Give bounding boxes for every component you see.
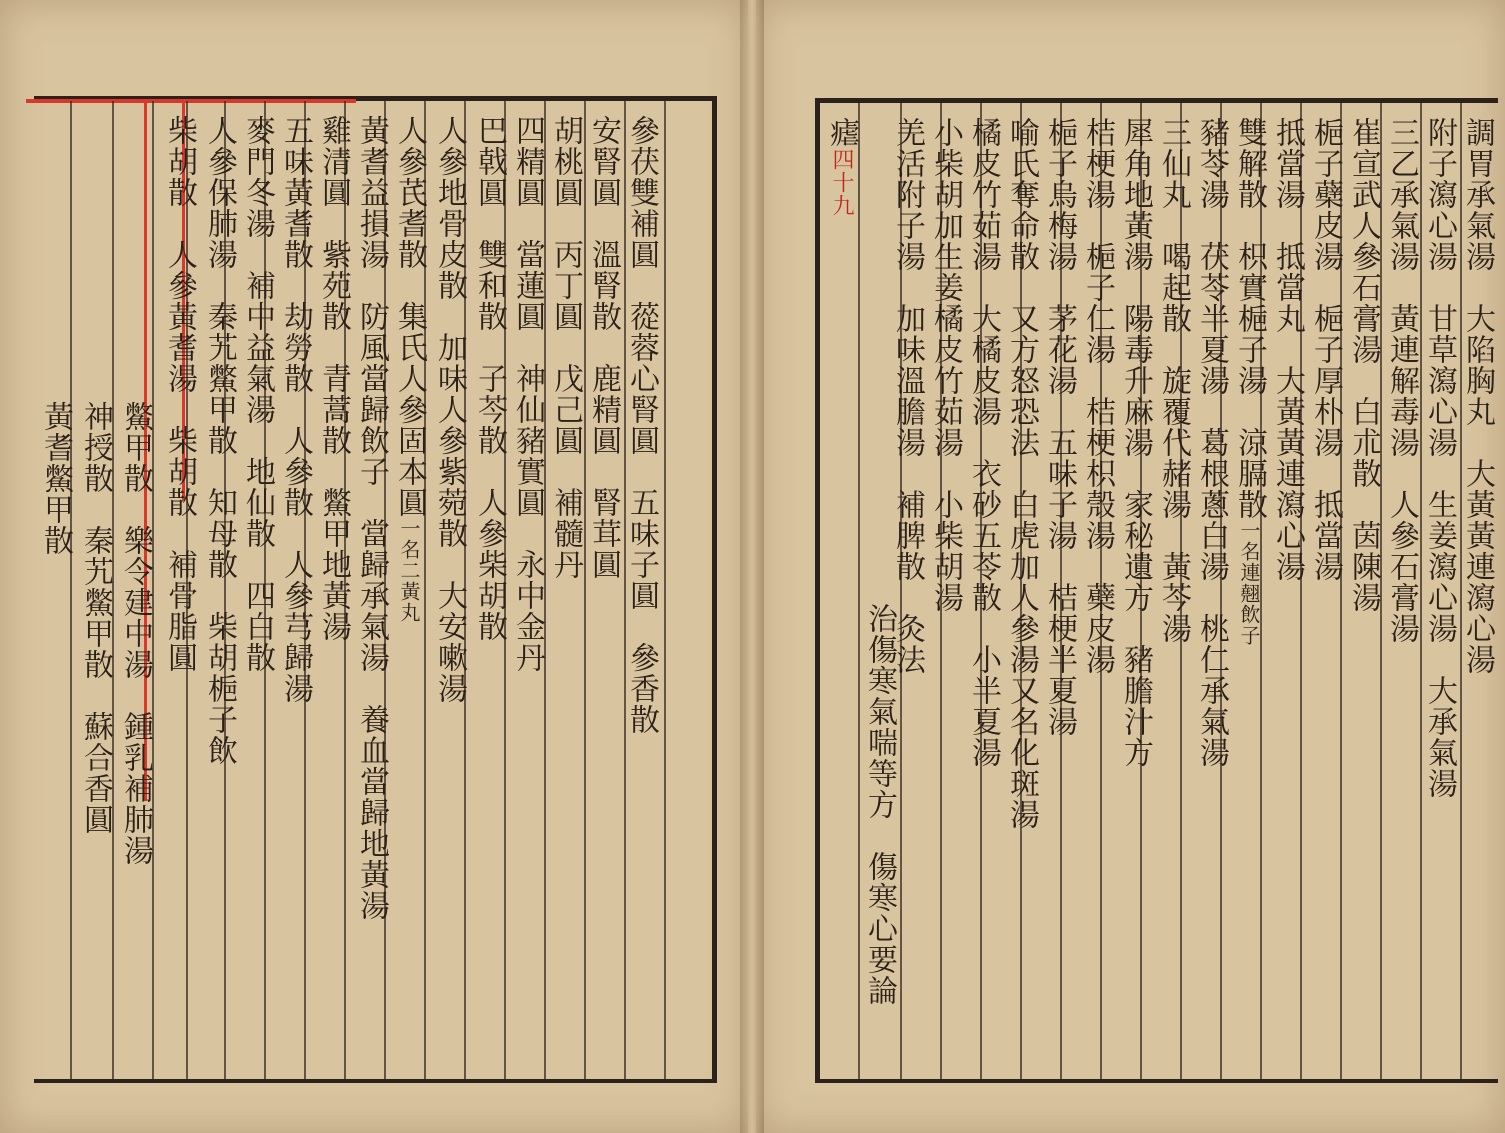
entry: 劫勞散 <box>278 301 313 394</box>
entry: 小柴胡加生姜橘皮竹茹湯 <box>928 117 963 458</box>
text-column <box>1384 117 1418 644</box>
text-column <box>1346 117 1380 613</box>
entry: 黃連解毒湯 <box>1384 303 1419 458</box>
entry: 豬膽汁方 <box>1118 644 1153 768</box>
entry: 鱉甲地黃湯 <box>316 487 351 642</box>
entry: 雞清圓 <box>316 115 351 208</box>
text-column <box>38 401 72 556</box>
entry: 灸法 <box>890 613 925 675</box>
entry: 蘗皮湯 <box>1080 582 1115 675</box>
entry: 人參地骨皮散 <box>432 115 467 301</box>
entry: 梔子蘗皮湯 <box>1308 117 1343 272</box>
entry: 白朮散 <box>1346 396 1381 489</box>
text-column <box>1460 117 1494 675</box>
entry: 黃耆鱉甲散 <box>38 401 73 556</box>
text-column <box>118 401 152 866</box>
entry: 大橘皮湯 <box>966 303 1001 427</box>
entry: 枳實梔子湯 <box>1232 241 1267 396</box>
entry: 參茯雙補圓 <box>624 115 659 270</box>
entry: 安腎圓 <box>586 115 621 208</box>
entry: 五味子圓 <box>624 487 659 611</box>
entry: 腎茸圓 <box>586 487 621 580</box>
entry: 羌活附子湯 <box>890 117 925 272</box>
entry: 補脾散 <box>890 489 925 582</box>
text-column <box>316 115 350 642</box>
entry: 附子瀉心湯 <box>1422 117 1457 272</box>
entry: 大安嗽湯 <box>432 580 467 704</box>
entry: 茅花湯 <box>1042 303 1077 396</box>
entry: 犀角地黃湯 <box>1118 117 1153 272</box>
text-column <box>1004 117 1038 830</box>
entry: 柴胡梔子飲 <box>202 611 237 766</box>
entry: 人參芪耆散 <box>392 115 427 270</box>
entry: 抵當丸 <box>1270 241 1305 334</box>
text-column <box>510 115 544 673</box>
entry: 梔子厚朴湯 <box>1308 303 1343 458</box>
text-column <box>1156 117 1190 644</box>
entry: 參香散 <box>624 642 659 735</box>
right-text-frame <box>815 98 1498 1083</box>
entry-note: 一名連翹飲子 <box>1237 520 1261 646</box>
entry-note: 一名二黃丸 <box>397 518 421 623</box>
entry: 當歸承氣湯 <box>354 518 389 673</box>
entry: 生姜瀉心湯 <box>1422 489 1457 644</box>
entry: 當蓮圓 <box>510 239 545 332</box>
entry: 溫腎散 <box>586 239 621 332</box>
entry: 大陷胸丸 <box>1460 303 1495 427</box>
text-column <box>472 115 506 642</box>
entry: 葛根蔥白湯 <box>1194 427 1229 582</box>
text-column <box>432 115 466 704</box>
entry: 胡桃圓 <box>548 115 583 208</box>
entry: 抵當湯 <box>1308 489 1343 582</box>
entry: 桔梗湯 <box>1080 117 1115 210</box>
entry: 人參芎歸湯 <box>278 549 313 704</box>
entry: 子芩散 <box>472 363 507 456</box>
entry: 桔梗枳殼湯 <box>1080 396 1115 551</box>
text-column <box>240 115 274 673</box>
text-column <box>928 117 962 613</box>
left-text-frame <box>34 96 717 1083</box>
entry: 喻氏奪命散 <box>1004 117 1039 272</box>
entry: 補骨脂圓 <box>162 549 197 673</box>
text-column <box>624 115 658 735</box>
entry: 旋覆代赭湯 <box>1156 365 1191 520</box>
text-column <box>966 117 1000 768</box>
entry: 五味黃耆散 <box>278 115 313 270</box>
entry: 桃仁承氣湯 <box>1194 613 1229 768</box>
entry: 巴戟圓 <box>472 115 507 208</box>
entry: 三仙丸 <box>1156 117 1191 210</box>
text-column <box>1270 117 1304 582</box>
folio-label: 瘧 <box>824 117 859 148</box>
entry: 補髓丹 <box>548 487 583 580</box>
text-column <box>586 115 620 580</box>
entry: 大黃黃連瀉心湯 <box>1270 365 1305 582</box>
entry: 桔梗半夏湯 <box>1042 582 1077 737</box>
entry: 地仙散 <box>240 456 275 549</box>
entry: 涼膈散 <box>1232 427 1267 520</box>
entry: 喝起散 <box>1156 241 1191 334</box>
entry: 四精圓 <box>510 115 545 208</box>
text-column <box>278 115 312 704</box>
entry: 橘皮竹茹湯 <box>966 117 1001 272</box>
entry: 黃芩湯 <box>1156 551 1191 644</box>
entry: 雙和散 <box>472 239 507 332</box>
entry: 補中益氣湯 <box>240 270 275 425</box>
book-spine <box>740 0 764 1133</box>
entry: 秦艽鱉甲散 <box>78 525 113 680</box>
entry: 戊己圓 <box>548 363 583 456</box>
text-column <box>1422 117 1456 799</box>
text-column <box>1232 117 1266 646</box>
text-column <box>862 603 896 1006</box>
entry: 加味人參紫菀散 <box>432 332 467 549</box>
entry: 白虎加人參湯又名化斑湯 <box>1004 489 1039 830</box>
entry: 蘇合香圓 <box>78 711 113 835</box>
entry: 鍾乳補肺湯 <box>118 711 153 866</box>
entry: 三乙承氣湯 <box>1384 117 1419 272</box>
entry: 紫苑散 <box>316 239 351 332</box>
text-column <box>202 115 236 766</box>
entry: 鱉甲散 <box>118 401 153 494</box>
text-column <box>162 115 196 673</box>
entry: 防風當歸飲子 <box>354 301 389 487</box>
entry: 蓯蓉心腎圓 <box>624 301 659 456</box>
entry: 青蒿散 <box>316 363 351 456</box>
folio-marker <box>824 117 858 217</box>
text-column <box>890 117 924 675</box>
entry: 四白散 <box>240 580 275 673</box>
entry: 抵當湯 <box>1270 117 1305 210</box>
entry: 柴胡散 <box>162 115 197 208</box>
text-column <box>1042 117 1076 737</box>
text-column <box>392 115 426 623</box>
entry: 秦艽鱉甲散 <box>202 301 237 456</box>
entry: 陽毒升麻湯 <box>1118 303 1153 458</box>
entry: 人參散 <box>278 425 313 518</box>
entry: 樂令建中湯 <box>118 525 153 680</box>
entry: 人參黃耆湯 <box>162 239 197 394</box>
entry: 衣砂五苓散 <box>966 458 1001 613</box>
text-column <box>548 115 582 580</box>
entry: 小半夏湯 <box>966 644 1001 768</box>
entry: 養血當歸地黃湯 <box>354 704 389 921</box>
entry: 梔子烏梅湯 <box>1042 117 1077 272</box>
entry: 調胃承氣湯 <box>1460 117 1495 272</box>
text-column <box>1194 117 1228 768</box>
entry: 人參保肺湯 <box>202 115 237 270</box>
entry: 大承氣湯 <box>1422 675 1457 799</box>
entry: 傷寒心要論 <box>862 851 897 1006</box>
text-column <box>354 115 388 921</box>
text-column <box>1118 117 1152 768</box>
entry: 神授散 <box>78 401 113 494</box>
entry: 茵陳湯 <box>1346 520 1381 613</box>
entry: 鹿精圓 <box>586 363 621 456</box>
entry: 又方怒恐法 <box>1004 303 1039 458</box>
entry: 永中金丹 <box>510 549 545 673</box>
text-column <box>1308 117 1342 582</box>
red-overprint-line <box>26 99 356 103</box>
entry: 人參柴胡散 <box>472 487 507 642</box>
entry: 集氏人參固本圓 <box>392 301 427 518</box>
entry: 五味子湯 <box>1042 427 1077 551</box>
entry: 加味溫膽湯 <box>890 303 925 458</box>
entry: 知母散 <box>202 487 237 580</box>
entry: 茯苓半夏湯 <box>1194 241 1229 396</box>
text-column <box>1080 117 1114 675</box>
entry: 麥門冬湯 <box>240 115 275 239</box>
entry: 崔宣武人參石膏湯 <box>1346 117 1381 365</box>
entry: 丙丁圓 <box>548 239 583 332</box>
entry: 大黃黃連瀉心湯 <box>1460 458 1495 675</box>
entry: 人參石膏湯 <box>1384 489 1419 644</box>
entry: 小柴胡湯 <box>928 489 963 613</box>
entry: 梔子仁湯 <box>1080 241 1115 365</box>
entry: 神仙豬實圓 <box>510 363 545 518</box>
folio-number: 四十九 <box>829 148 854 217</box>
entry: 黃耆益損湯 <box>354 115 389 270</box>
entry: 甘草瀉心湯 <box>1422 303 1457 458</box>
entry: 豬苓湯 <box>1194 117 1229 210</box>
entry: 治傷寒氣喘等方 <box>862 603 897 820</box>
text-column <box>78 401 112 835</box>
entry: 柴胡散 <box>162 425 197 518</box>
entry: 雙解散 <box>1232 117 1267 210</box>
entry: 家秘遺方 <box>1118 489 1153 613</box>
